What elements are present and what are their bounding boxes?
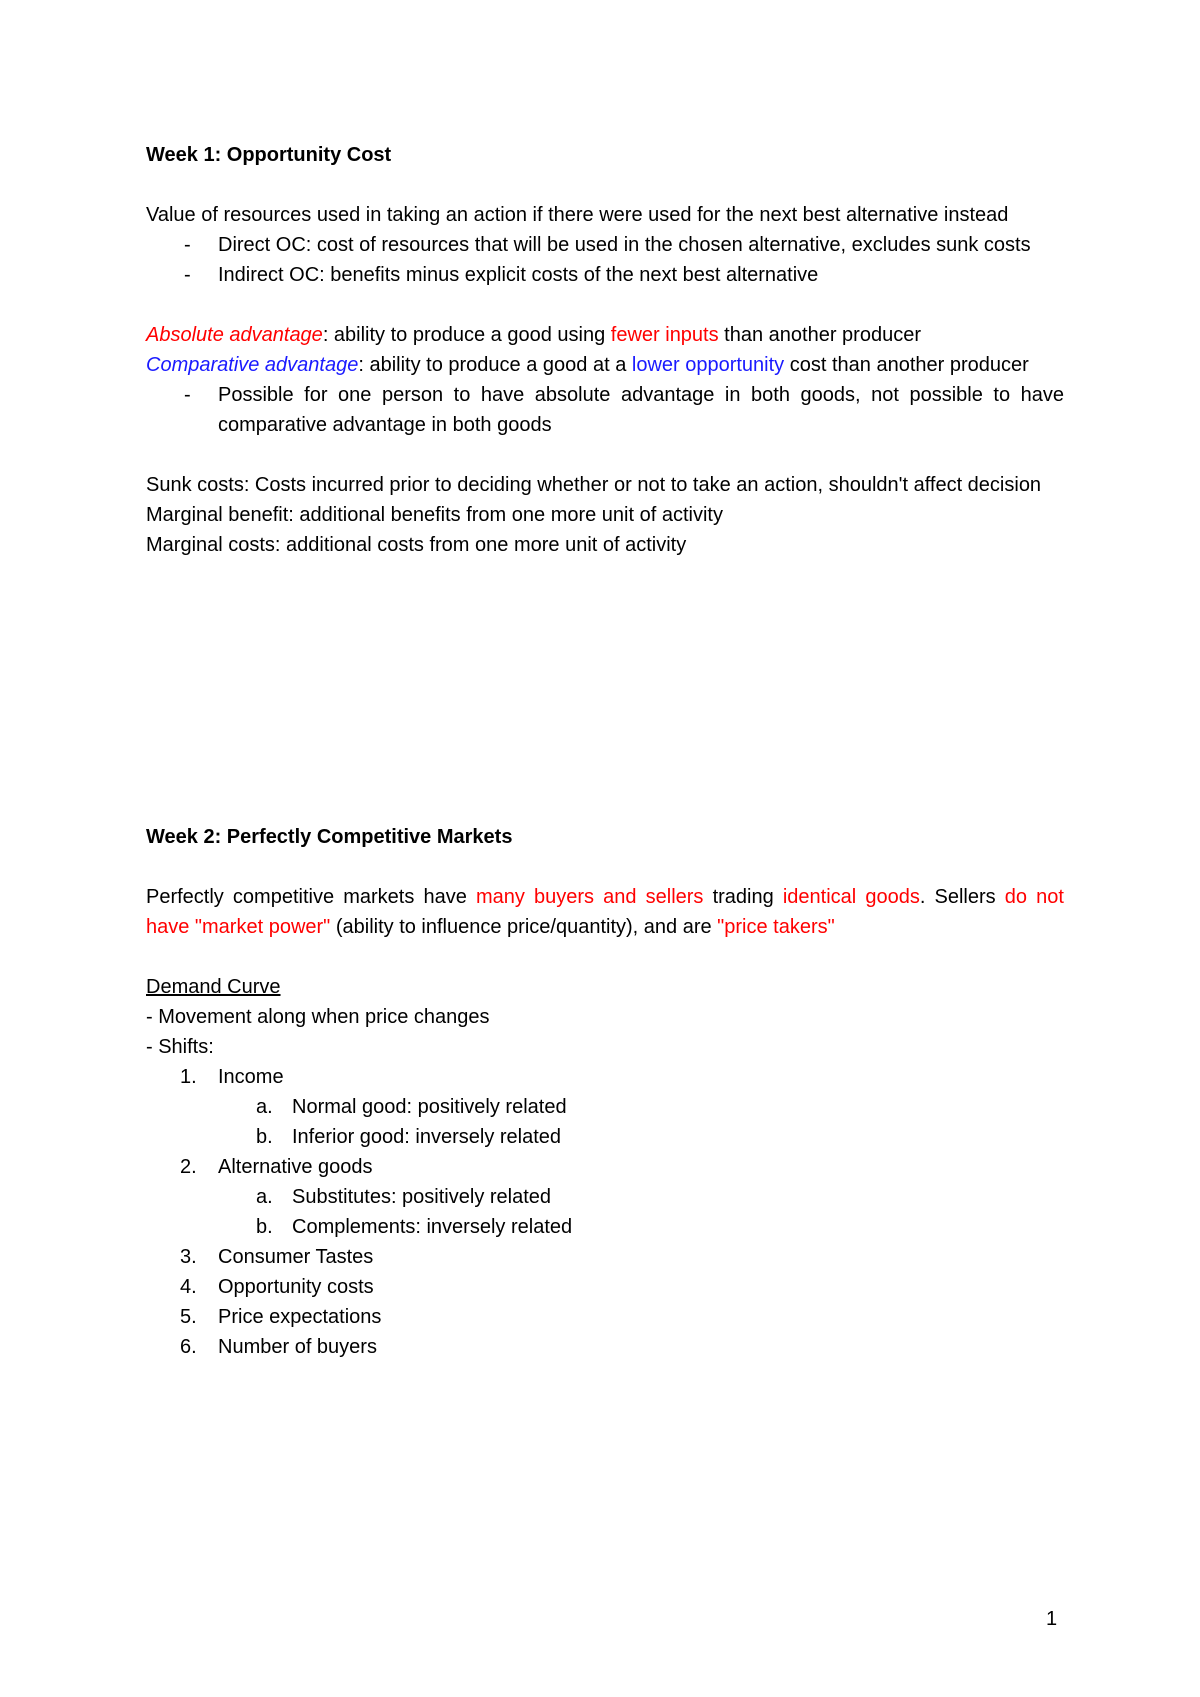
- shift-label: Income: [218, 1066, 284, 1088]
- shift-label: Opportunity costs: [218, 1276, 374, 1298]
- bullet-text: Direct OC: cost of resources that will be used in the chosen alternative, excludes sunk costs: [218, 234, 1031, 256]
- dash-marker: -: [184, 384, 191, 406]
- demand-shifts-line: - Shifts:: [146, 1036, 214, 1058]
- sub-item-inferior-good: [146, 1122, 1064, 1152]
- markets-text-2: trading: [703, 886, 783, 908]
- sub-label: Complements: inversely related: [292, 1216, 573, 1238]
- page-content: [146, 140, 1064, 1362]
- bullet-indirect-oc: [146, 260, 1064, 290]
- list-number: 6.: [180, 1336, 197, 1358]
- shift-item-price-expectations: [146, 1302, 1064, 1332]
- marginal-costs-definition: Marginal costs: additional costs from one more unit of activity: [146, 534, 687, 556]
- absolute-text-2: than another producer: [718, 324, 921, 346]
- absolute-text-1: : ability to produce a good using: [322, 324, 611, 346]
- week1-heading: Week 1: Opportunity Cost: [146, 144, 392, 166]
- bullet-text: Indirect OC: benefits minus explicit costs of the next best alternative: [218, 264, 819, 286]
- week2-heading: Week 2: Perfectly Competitive Markets: [146, 826, 513, 848]
- fewer-inputs-highlight: fewer inputs: [610, 324, 719, 346]
- sub-label: Substitutes: positively related: [292, 1186, 552, 1208]
- sub-label: Inferior good: inversely related: [292, 1126, 562, 1148]
- sub-item-complements: [146, 1212, 1064, 1242]
- opportunity-cost-definition: Value of resources used in taking an action if there were used for the next best alternative instead: [146, 204, 1009, 226]
- comparative-text-2: cost than another producer: [784, 354, 1029, 376]
- shift-item-income: [146, 1062, 1064, 1092]
- shift-label: Consumer Tastes: [218, 1246, 374, 1268]
- shift-item-opportunity-costs: [146, 1272, 1064, 1302]
- bullet-text: Possible for one person to have absolute advantage in both goods, not possible to have comparative advantage in both goods: [218, 384, 1064, 436]
- comparative-text-1: : ability to produce a good at a: [358, 354, 632, 376]
- shift-label: Alternative goods: [218, 1156, 373, 1178]
- sub-label: Normal good: positively related: [292, 1096, 567, 1118]
- list-number: 1.: [180, 1066, 197, 1088]
- identical-goods-highlight: identical goods: [782, 886, 920, 908]
- absolute-advantage-term: Absolute advantage: [146, 324, 323, 346]
- sub-item-normal-good: [146, 1092, 1064, 1122]
- shift-item-alternative-goods: [146, 1152, 1064, 1182]
- list-number: 3.: [180, 1246, 197, 1268]
- comparative-advantage-line: [146, 350, 1064, 380]
- shift-item-number-of-buyers: [146, 1332, 1064, 1362]
- page-number: 1: [1046, 1608, 1058, 1630]
- list-letter: b.: [256, 1216, 273, 1238]
- list-letter: a.: [256, 1186, 273, 1208]
- shift-label: Price expectations: [218, 1306, 382, 1328]
- absolute-advantage-line: [146, 320, 1064, 350]
- shift-item-consumer-tastes: [146, 1242, 1064, 1272]
- list-number: 5.: [180, 1306, 197, 1328]
- competitive-markets-paragraph: [146, 882, 1064, 942]
- price-takers-highlight: "price takers": [717, 916, 835, 938]
- dash-marker: -: [184, 234, 191, 256]
- demand-curve-title: Demand Curve: [146, 976, 281, 998]
- shift-label: Number of buyers: [218, 1336, 377, 1358]
- dash-marker: -: [184, 264, 191, 286]
- comparative-advantage-term: Comparative advantage: [146, 354, 359, 376]
- bullet-direct-oc: [146, 230, 1064, 260]
- marginal-benefit-definition: Marginal benefit: additional benefits from one more unit of activity: [146, 504, 723, 526]
- bullet-advantage-note: [146, 380, 1064, 440]
- list-letter: b.: [256, 1126, 273, 1148]
- markets-text-3: . Sellers: [919, 886, 1005, 908]
- demand-movement-line: - Movement along when price changes: [146, 1006, 490, 1028]
- many-buyers-highlight: many buyers and sellers: [475, 886, 704, 908]
- sunk-costs-definition: Sunk costs: Costs incurred prior to deciding whether or not to take an action, shouldn't affect decision: [146, 474, 1042, 496]
- list-number: 4.: [180, 1276, 197, 1298]
- sub-item-substitutes: [146, 1182, 1064, 1212]
- markets-text-1: Perfectly competitive markets have: [146, 886, 476, 908]
- list-number: 2.: [180, 1156, 197, 1178]
- market-power-highlight: do not have "market power": [146, 886, 1064, 938]
- list-letter: a.: [256, 1096, 273, 1118]
- markets-text-4: (ability to influence price/quantity), and are: [330, 916, 718, 938]
- lower-opportunity-highlight: lower opportunity: [631, 354, 785, 376]
